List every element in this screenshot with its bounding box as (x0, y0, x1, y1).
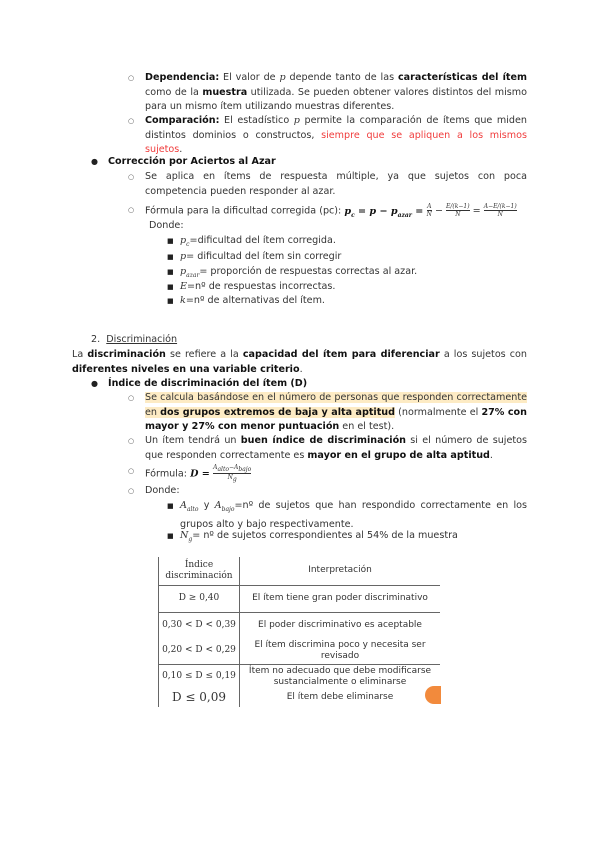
cell: El ítem debe eliminarse (286, 692, 394, 702)
text: = dificultad del ítem sin corregir (186, 251, 342, 262)
text: La (72, 349, 88, 360)
def-item: ■ $p_c=dificultad$ del ítem corregida. (180, 234, 527, 253)
text: a los sujetos con (439, 349, 527, 360)
bold: características del ítem (397, 72, 527, 83)
bold: diferentes niveles en una variable criterio (72, 363, 300, 375)
def-item: ■ E=nº de respuestas incorrectas. (180, 280, 527, 295)
text: Fórmula: (145, 468, 191, 480)
text: (normalmente el (395, 406, 482, 418)
formula-d-item: ○ Fórmula: D = $\frac{A_{alto}-A_{bajo}}{N_g}$ (145, 464, 527, 483)
intro-paragraph (72, 348, 527, 377)
text: . (299, 363, 303, 375)
text: . (179, 144, 183, 156)
bold: buen índice de discriminación (240, 435, 406, 446)
label: Dependencia: (145, 72, 220, 83)
calc-item (145, 391, 527, 435)
indice-heading (108, 377, 528, 392)
highlight-bold: dos grupos extremos de baja y alta aptitud (160, 406, 396, 418)
header-cell: Interpretación (240, 557, 441, 585)
def-item: ■ $N_g=$ nº de sujetos correspondientes al 54% de la muestra (180, 529, 527, 548)
header-cell: Índice discriminación (159, 557, 240, 585)
text: depende tanto de las (285, 72, 398, 83)
text: =nº de respuestas incorrectas. (187, 281, 336, 292)
bold: discriminación (87, 349, 166, 360)
bold: capacidad del ítem para diferenciar (242, 349, 440, 360)
cell: El ítem discrimina poco y necesita ser revisado (240, 638, 441, 664)
donde-label: Donde: (149, 220, 184, 231)
cell: Ítem no adecuado que debe modificarse sustancialmente o eliminarse (248, 665, 432, 687)
text: . (489, 449, 493, 461)
bold: 27% con mayor y 27% con menor puntuación (145, 406, 527, 433)
label: Comparación: (145, 115, 220, 126)
var: p (293, 115, 300, 126)
donde-item: ○ Donde: (145, 484, 527, 499)
cell: D ≤ 0,09 (159, 689, 240, 707)
def-item: ■ $A_{alto}$ y $A_{bajo}=nº$ de sujetos que han respondido correctamente en los grupos alto y bajo respectivamente. (180, 499, 527, 532)
text: Un ítem tendrá un (145, 435, 241, 446)
text: permite la comparación de ítems que miden distintos dominios o constructos, (145, 115, 528, 141)
text: utilizada. Se pueden obtener valores distintos del mismo para un mismo ítem utilizando muestras diferentes. (145, 86, 527, 113)
text: Fórmula para la dificultad corregida (pc): (145, 205, 345, 217)
cell: D ≥ 0,40 (159, 585, 240, 612)
bold: mayor en el grupo de alta aptitud (307, 449, 490, 461)
text: = proporción de respuestas correctas al azar. (199, 266, 418, 277)
orange-dot-icon (425, 686, 441, 704)
text: en el test). (339, 421, 395, 433)
red-text: siempre que se apliquen a los mismos sujetos (145, 129, 527, 156)
def-item: ■ k=nº de alternativas del ítem. (180, 294, 527, 309)
text: El valor de (219, 72, 280, 83)
text: como de la (145, 86, 203, 98)
text: =nº de sujetos que han respondido correctamente en los grupos alto y bajo respectivamente. (180, 500, 527, 530)
heading: Discriminación (106, 334, 178, 345)
text: se refiere a la (165, 349, 243, 360)
var: p (279, 72, 286, 83)
cell: 0,30 < D < 0,39 (159, 612, 240, 638)
text: =nº de alternativas del ítem. (185, 295, 325, 306)
text: =dificultad del ítem corregida. (189, 235, 336, 246)
heading: Corrección por Aciertos al Azar (108, 156, 276, 167)
bold: muestra (202, 86, 248, 98)
def-item: ■ p= dificultad del ítem sin corregir (180, 250, 527, 265)
correccion-heading (108, 155, 528, 170)
text: si el número de sujetos que responden correctamente es (145, 435, 527, 461)
formula-item: ○ Fórmula para la dificultad corregida (pc): $p_c = p - p_{azar}$ = $\frac{A}{N}$ − $\frac{E/(k-1)}{N}$ = $\frac{A-E/(k-1)}{N}$ (145, 203, 527, 223)
cell: El ítem tiene gran poder discriminativo (240, 585, 441, 612)
correccion-item: ○ Se aplica en ítems de respuesta múltiple, ya que sujetos con poca competencia pueden responder al azar. (145, 170, 527, 199)
highlight: Se calcula basándose en el número de personas que responden correctamente en (145, 392, 527, 418)
cell: 0,20 < D < 0,29 (159, 638, 240, 664)
dependencia-item (145, 71, 527, 115)
text: El estadístico (219, 115, 294, 126)
comparacion-item (145, 114, 527, 158)
cell: 0,10 ≤ D ≤ 0,19 (159, 664, 240, 689)
cell: El poder discriminativo es aceptable (258, 619, 422, 630)
heading: Índice de discriminación del ítem (D) (108, 378, 308, 389)
section-heading (91, 333, 177, 348)
bueno-item (145, 434, 527, 463)
interpretation-table (158, 557, 440, 707)
text: = nº de sujetos correspondientes al 54% de la muestra (192, 530, 458, 541)
def-item: ■ $p_{azar}=$ proporción de respuestas correctas al azar. (180, 265, 527, 284)
num: 2. (91, 334, 101, 345)
